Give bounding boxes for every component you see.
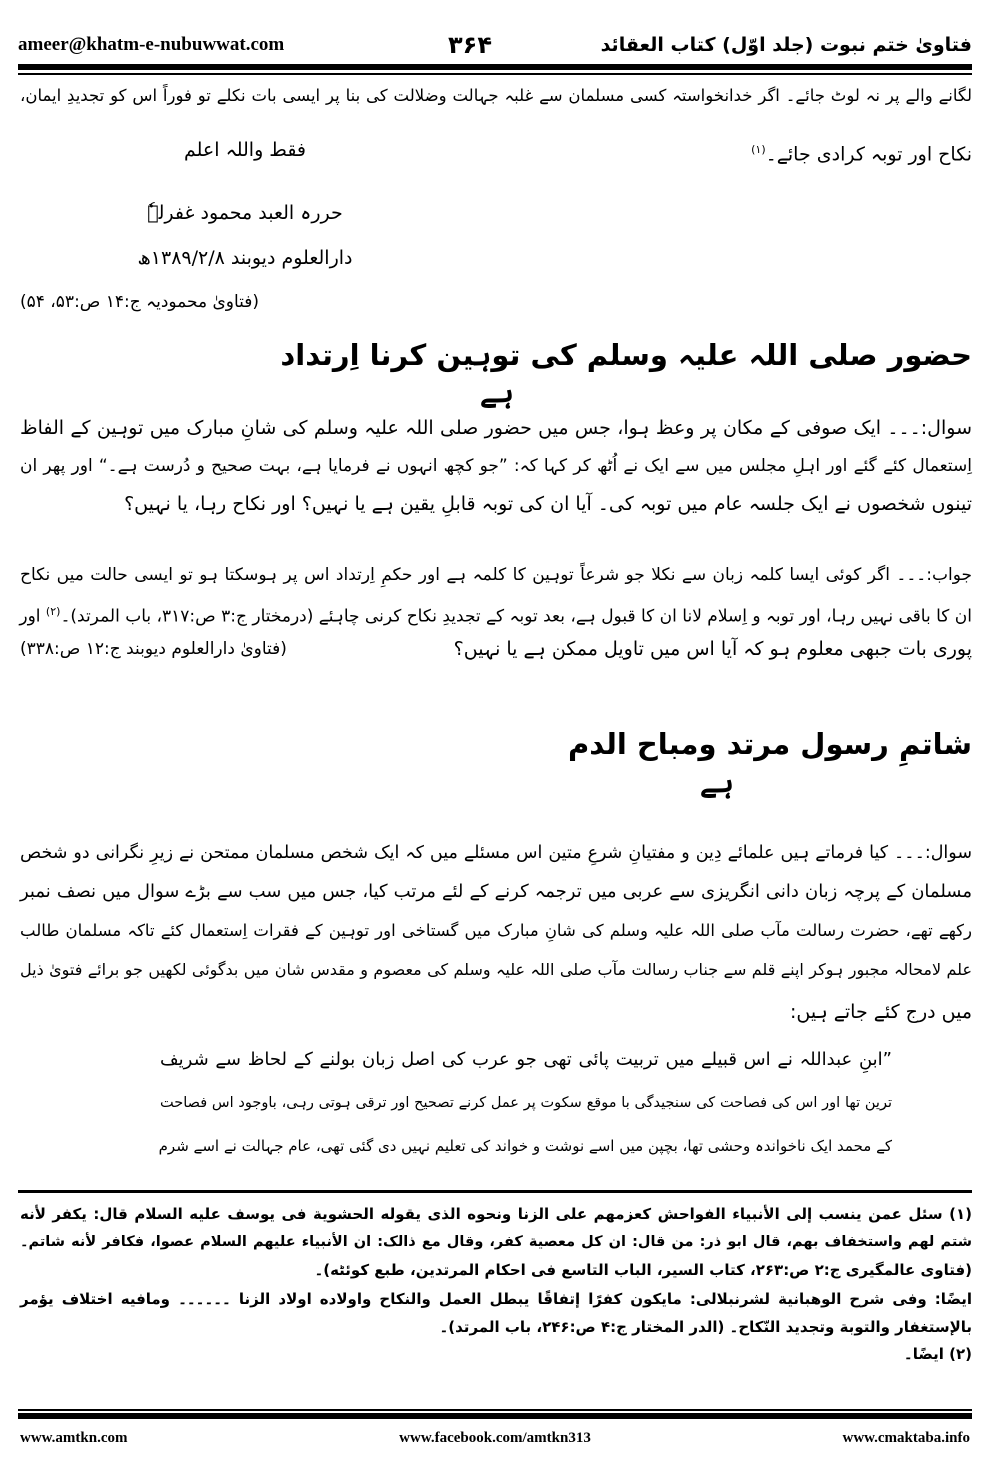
section1-answer-line — [20, 594, 972, 630]
header-email: ameer@khatm-e-nubuwwat.com — [18, 34, 285, 55]
section1-answer-line-text: ان کا باقی نہیں رہا، اور توبہ و اِسلام لانا ان کا قبول ہے، بعد توبہ کے تجدیدِ نکاح کرنی چاہئے (درمختار ج:۳ ص:۳۱۷، باب المرتد)۔ — [60, 606, 972, 627]
signoff-place-date: دارالعلوم دیوبند ۱۳۸۹/۲/۸ھ — [137, 247, 353, 269]
intro-line-2 — [420, 132, 972, 168]
section2-heading-line-1: شاتمِ رسول مرتد ومباح الدم — [567, 727, 972, 761]
section2-question-line: سوال:۔۔۔ کیا فرماتے ہیں علمائے دِین و مفتیانِ شرعِ متین اس مسئلے میں کہ ایک شخص مسلمان ممتحن نے زیرِ نگرانی دو شخص — [20, 843, 972, 863]
footnote-line: (فتاوی عالمگیری ج:۲ ص:۲۶۳، کتاب السیر، الباب التاسع فی احکام المرتدین، طبع کوئٹه)۔ — [314, 1261, 972, 1279]
footnote-mark-2: (۲) — [45, 605, 61, 618]
footnote-line: (۱) سئل عمن ینسب إلی الأنبیاء الفواحش کعزمهم علی الزنا ونحوه الذی یقوله الحشویة فی یوسف علیه السلام قال: یکفر لأنه — [20, 1205, 972, 1223]
footer-rule-thin — [18, 1409, 972, 1411]
header-rule-thick — [18, 64, 972, 70]
section1-answer-line: جواب:۔۔۔ اگر کوئی ایسا کلمہ زبان سے نکلا جو شرعاً توہین کا کلمہ ہے اور حکمِ اِرتداد اس پر ہوسکتا ہو تو ایسی حالت میں نکاح — [20, 565, 972, 585]
footer-link-cmaktaba[interactable]: www.cmaktaba.info — [842, 1430, 970, 1446]
section1-answer-line: پوری بات جبھی معلوم ہو کہ آیا اس میں تاویل ممکن ہے یا نہیں؟ — [453, 638, 972, 660]
page-number: ۳۶۴ — [448, 31, 492, 59]
section2-question-line: علم لامحالہ مجبور ہوکر اپنے قلم سے جناب رسالت مآب صلی اللہ علیہ وسلم کی معصوم و مقدس شان میں بدگوئی لکھیں جو برائے فتویٰ ذیل — [20, 960, 972, 979]
section2-question-line: رکھے تھے، حضرت رسالت مآب صلی اللہ علیہ وسلم کی شانِ مبارک میں گستاخی اور توہین کے فقرات اِستعمال کئے تاکہ مسلمان طالب — [20, 921, 972, 940]
header-rule-thin — [18, 73, 972, 75]
section1-question-line: اِستعمال کئے گئے اور اہلِ مجلس میں سے ایک نے اُٹھ کر کہا کہ: ”جو کچھ انہوں نے فرمایا ہے، بہت صحیح و دُرست ہے۔“ اور پھر ان — [20, 456, 972, 476]
section1-heading-line-1: حضور صلی اللہ علیہ وسلم کی توہین کرنا اِرتداد — [280, 338, 972, 372]
signoff-author: حررہ العبد محمود غفرلہٗ — [147, 202, 343, 224]
footer-rule-thick — [18, 1413, 972, 1419]
section2-question-line: میں درج کئے جاتے ہیں: — [789, 1001, 972, 1023]
intro-reference: (فتاویٰ محمودیہ ج:۱۴ ص:۵۳، ۵۴) — [20, 292, 260, 312]
footer-link-facebook[interactable]: www.facebook.com/amtkn313 — [399, 1430, 591, 1446]
intro-line-2-text: نکاح اور توبہ کرادی جائے۔ — [765, 143, 972, 166]
book-title: فتاویٰ ختم نبوت (جلد اوّل) کتاب العقائد — [600, 34, 972, 56]
footnote-line: بالإستغفار والتوبة وتجدید النّکاح۔ (الدر المختار ج:۴ ص:۲۴۶، باب المرتد)۔ — [439, 1318, 972, 1336]
footnote-line: ایضًا: وفی شرح الوهبانیة لشرنبلالی: مایکون کفرًا إتفاقًا یبطل العمل والنکاح واولاده اولاد الزنا ۔۔۔۔۔۔ ومافیه اختلاف یؤمر — [20, 1290, 972, 1308]
section1-answer-tail: اور — [19, 606, 41, 627]
section1-question-line: تینوں شخصوں نے ایک جلسہ عام میں توبہ کی۔ آیا ان کی توبہ قابلِ یقین ہے یا نہیں؟ اور نکاح رہا، یا نہیں؟ — [124, 493, 972, 515]
footnote-mark-1: (۱) — [751, 143, 766, 156]
section2-question-line: مسلمان کے پرچہ زبان دانی انگریزی سے عربی میں ترجمہ کرنے کے لئے مرتب کیا، جس میں سب سے بڑے سوال میں نصف نمبر — [20, 881, 972, 902]
section2-heading-line-2: ہے — [700, 765, 734, 799]
section1-question-line: سوال:۔۔۔ ایک صوفی کے مکان پر وعظ ہوا، جس میں حضور صلی اللہ علیہ وسلم کی شانِ مبارک میں توہین کے الفاظ — [20, 417, 972, 439]
signoff-wallahu-alam: فقط واللہ اعلم — [183, 139, 307, 161]
section2-quote-line: ترین تھا اور اس کی فصاحت کی سنجیدگی با موقع سکوت پر عمل کرنے تصحیح اور ترقی ہوتی رہی، باوجود اس فصاحت — [160, 1095, 892, 1111]
intro-line-1: لگانے والے پر نہ لوٹ جائے۔ اگر خدانخواستہ کسی مسلمان سے غلبہ جہالت وضلالت کی بنا پر ایسی بات نکلے تو فوراً اس کو تجدیدِ ایمان، — [20, 86, 972, 105]
section1-heading-line-2: ہے — [480, 375, 514, 409]
section2-quote-line: کے محمد ایک ناخواندہ وحشی تھا، بچپن میں اسے نوشت و خواند کی تعلیم نہیں دی گئی تھی، عام جہالت نے اسے شرم — [158, 1137, 892, 1155]
footnote-line: (۲) ایضًا۔ — [903, 1345, 972, 1363]
footnote-line: شتم لهم واستخفاف بهم، قال ابو ذر: من قال: ان کل معصیة کفر، وقال مع ذالک: ان الأنبیاء علیهم السلام عصوا، فکافر لأنه شاتم۔ — [20, 1234, 972, 1250]
section1-reference: (فتاویٰ دارالعلوم دیوبند ج:۱۲ ص:۳۳۸) — [20, 639, 287, 659]
footnote-rule — [18, 1190, 972, 1193]
footer-link-amtkn[interactable]: www.amtkn.com — [20, 1430, 128, 1446]
section2-quote-line: ”ابنِ عبداللہ نے اس قبیلے میں تربیت پائی تھی جو عرب کی اصل زبان بولنے کے لحاظ سے شریف — [160, 1049, 892, 1070]
